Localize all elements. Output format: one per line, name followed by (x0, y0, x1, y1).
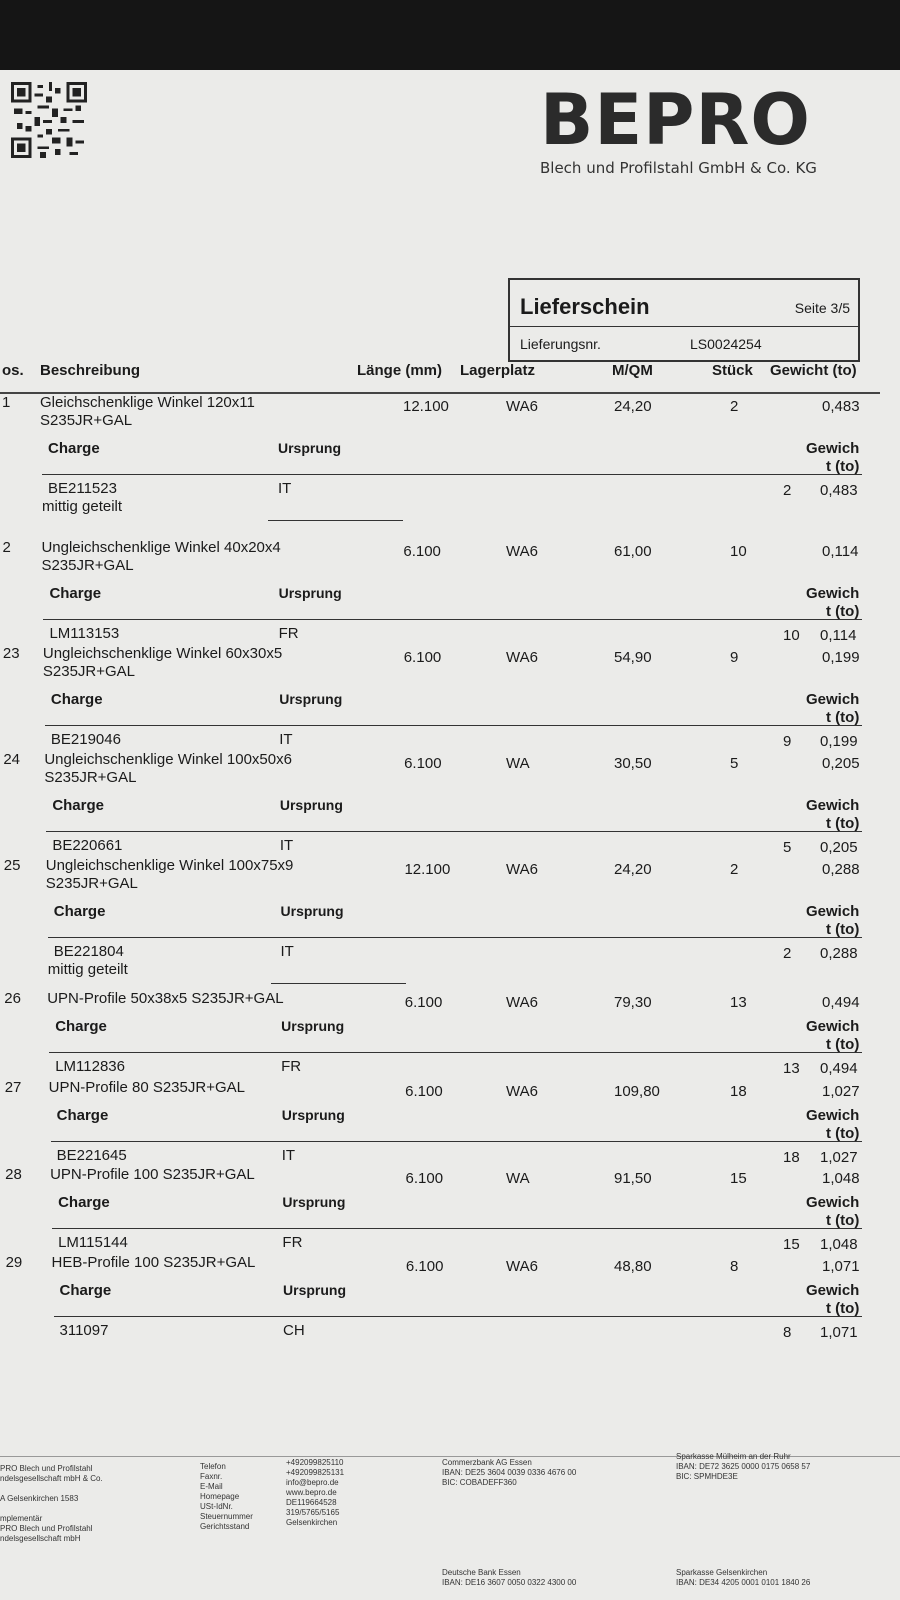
item-note: mittig geteilt (47, 961, 128, 978)
origin-label: Ursprung (281, 1018, 345, 1034)
item-rule (51, 1141, 862, 1142)
footer-contact-values: +492099825110 +492099825131 info@bepro.de www.bepro.de DE119664528 319/5765/5165 Gelsenkirchen (286, 1458, 345, 1527)
item-mqm: 24,20 (614, 861, 652, 878)
item-description: Gleichschenklige Winkel 120x11 (40, 394, 255, 411)
weight-label: Gewich (806, 1282, 860, 1299)
item-rule (52, 1228, 862, 1229)
origin-label: Ursprung (278, 585, 342, 601)
item-charge: BE221645 (56, 1147, 127, 1164)
item-rule (49, 1052, 862, 1053)
company-logo (540, 79, 860, 177)
item-pieces: 5 (730, 755, 739, 772)
item-description: Ungleichschenklige Winkel 60x30x5 (42, 645, 283, 662)
item-sub-weight: 0,288 (820, 945, 858, 962)
signature-line (268, 520, 403, 521)
item-description-grade: S235JR+GAL (45, 875, 138, 892)
item-length: 6.100 (404, 755, 442, 772)
charge-label: Charge (52, 797, 104, 814)
item-pos: 2 (2, 539, 11, 556)
item-description-grade: S235JR+GAL (41, 557, 134, 574)
item-length: 12.100 (403, 398, 449, 415)
item-weight: 1,071 (822, 1258, 860, 1275)
item-mqm: 54,90 (614, 649, 652, 666)
item-sub-pieces: 8 (783, 1324, 792, 1341)
weight-label: Gewich (806, 440, 860, 457)
box-divider (510, 326, 858, 327)
item-rule (42, 474, 862, 475)
col-header-storage: Lagerplatz (460, 362, 536, 379)
item-sub-pieces: 13 (783, 1060, 800, 1077)
weight-unit-label: t (to) (826, 1212, 860, 1229)
delivery-number-label: Lieferungsnr. (520, 336, 601, 352)
item-description: Ungleichschenklige Winkel 100x75x9 (45, 857, 294, 874)
charge-label: Charge (48, 440, 100, 457)
qr-code (10, 82, 88, 158)
item-charge: BE221804 (53, 943, 124, 960)
item-weight: 0,199 (822, 649, 860, 666)
weight-unit-label: t (to) (826, 603, 860, 620)
charge-label: Charge (58, 1194, 110, 1211)
item-weight: 0,205 (822, 755, 860, 772)
item-description-grade: S235JR+GAL (40, 412, 133, 429)
item-origin: FR (282, 1234, 303, 1251)
item-sub-weight: 0,483 (820, 482, 858, 499)
signature-line (271, 983, 406, 984)
item-origin: FR (278, 625, 299, 642)
item-mqm: 30,50 (614, 755, 652, 772)
item-charge: LM113153 (49, 625, 120, 642)
item-weight: 1,048 (822, 1170, 860, 1187)
item-charge: LM112836 (55, 1058, 125, 1075)
item-pieces: 8 (730, 1258, 739, 1275)
charge-label: Charge (56, 1107, 109, 1124)
item-charge: BE219046 (50, 731, 121, 748)
item-sub-pieces: 10 (783, 627, 800, 644)
origin-label: Ursprung (281, 1107, 345, 1123)
item-origin: FR (281, 1058, 302, 1075)
item-description: UPN-Profile 100 S235JR+GAL (50, 1166, 255, 1183)
item-pieces: 13 (730, 994, 747, 1011)
weight-label: Gewich (806, 903, 860, 920)
charge-label: Charge (53, 903, 106, 920)
footer-contact-labels: Telefon Faxnr. E-Mail Homepage USt-IdNr. Steuernummer Gerichtsstand (200, 1462, 253, 1531)
page-footer (0, 1452, 900, 1600)
item-rule (48, 937, 862, 938)
item-sub-weight: 0,114 (820, 627, 857, 644)
item-sub-weight: 1,048 (820, 1236, 858, 1253)
charge-label: Charge (50, 691, 103, 708)
item-mqm: 91,50 (614, 1170, 652, 1187)
col-header-mqm: M/QM (612, 362, 653, 379)
weight-unit-label: t (to) (826, 458, 860, 475)
company-subtitle: Blech und Profilstahl GmbH & Co. KG (540, 159, 817, 177)
item-charge: BE211523 (48, 480, 117, 497)
item-mqm: 24,20 (614, 398, 652, 415)
item-pos: 26 (4, 990, 21, 1007)
footer-bank-sparkasse-muelheim: Sparkasse Mülheim an der Ruhr IBAN: DE72 3625 0000 0175 0658 57 BIC: SPMHDE3E (676, 1452, 811, 1481)
item-pieces: 9 (730, 649, 739, 666)
document-title: Lieferschein (520, 294, 650, 319)
item-sub-weight: 1,027 (820, 1149, 858, 1166)
item-length: 6.100 (403, 649, 442, 666)
item-pos: 23 (2, 645, 20, 662)
item-pos: 24 (3, 751, 21, 768)
weight-label: Gewich (806, 1194, 860, 1211)
item-description-grade: S235JR+GAL (44, 769, 137, 786)
item-pieces: 2 (730, 861, 739, 878)
logo-wordmark: BEPRO (540, 79, 811, 161)
item-storage: WA (506, 755, 530, 772)
item-weight: 0,114 (822, 543, 859, 560)
item-sub-pieces: 5 (783, 839, 792, 856)
weight-label: Gewich (806, 797, 860, 814)
footer-bank-commerzbank: Commerzbank AG Essen IBAN: DE25 3604 0039 0336 4676 00 BIC: COBADEFF360 (442, 1458, 577, 1487)
footer-bank-deutsche: Deutsche Bank Essen IBAN: DE16 3607 0050 0322 4300 00 (442, 1568, 577, 1587)
item-mqm: 109,80 (614, 1083, 660, 1100)
page-number: Seite 3/5 (794, 300, 850, 316)
item-description: UPN-Profile 50x38x5 S235JR+GAL (47, 990, 284, 1007)
item-description: HEB-Profile 100 S235JR+GAL (51, 1254, 256, 1271)
item-sub-pieces: 2 (783, 482, 792, 499)
item-description: UPN-Profile 80 S235JR+GAL (48, 1079, 245, 1096)
item-sub-weight: 0,205 (820, 839, 858, 856)
item-rule (46, 831, 862, 832)
item-length: 12.100 (404, 861, 451, 878)
item-length: 6.100 (403, 543, 441, 560)
item-sub-pieces: 2 (783, 945, 792, 962)
col-header-length: Länge (mm) (357, 362, 443, 379)
col-header-weight: Gewicht (to) (770, 362, 857, 379)
item-weight: 0,288 (822, 861, 860, 878)
weight-unit-label: t (to) (826, 921, 860, 938)
item-mqm: 79,30 (614, 994, 652, 1011)
item-storage: WA (506, 1170, 530, 1187)
item-pieces: 15 (730, 1170, 747, 1187)
item-charge: BE220661 (52, 837, 123, 854)
weight-label: Gewich (806, 1018, 860, 1035)
origin-label: Ursprung (279, 691, 343, 707)
item-storage: WA6 (506, 398, 538, 415)
weight-label: Gewich (806, 585, 860, 602)
item-pos: 1 (2, 394, 11, 411)
item-origin: IT (279, 731, 293, 748)
item-origin: IT (278, 480, 292, 497)
item-length: 6.100 (405, 1083, 443, 1100)
item-sub-weight: 0,494 (820, 1060, 858, 1077)
item-rule (43, 619, 862, 620)
item-weight: 0,483 (822, 398, 860, 415)
item-storage: WA6 (506, 1258, 538, 1275)
item-pos: 25 (3, 857, 21, 874)
item-rule (45, 725, 862, 726)
item-charge: 311097 (59, 1322, 109, 1339)
document-header-box (508, 278, 860, 362)
item-description: Ungleichschenklige Winkel 40x20x4 (41, 539, 281, 556)
item-weight: 1,027 (822, 1083, 860, 1100)
charge-label: Charge (59, 1282, 112, 1299)
item-length: 6.100 (405, 1258, 444, 1275)
item-weight: 0,494 (822, 994, 860, 1011)
weight-label: Gewich (806, 1107, 860, 1124)
item-sub-pieces: 18 (783, 1149, 800, 1166)
item-pieces: 18 (730, 1083, 747, 1100)
weight-unit-label: t (to) (826, 1300, 860, 1317)
col-header-pieces: Stück (712, 362, 753, 379)
charge-label: Charge (55, 1018, 107, 1035)
item-origin: IT (279, 837, 294, 854)
item-mqm: 48,80 (614, 1258, 652, 1275)
delivery-number: LS0024254 (690, 336, 762, 352)
item-description: Ungleichschenklige Winkel 100x50x6 (44, 751, 292, 768)
footer-company: PRO Blech und Profilstahl ndelsgesellschaft mbH & Co. A Gelsenkirchen 1583 mplementär PRO Blech und Profilstahl ndelsgesellschaft mbH (0, 1464, 103, 1543)
footer-bank-sparkasse-gelsenkirchen: Sparkasse Gelsenkirchen IBAN: DE34 4205 0001 0101 1840 26 (676, 1568, 811, 1587)
weight-unit-label: t (to) (826, 1125, 860, 1142)
item-sub-pieces: 9 (783, 733, 792, 750)
item-origin: CH (283, 1322, 305, 1339)
origin-label: Ursprung (280, 903, 344, 919)
col-header-pos: os. (2, 362, 24, 379)
item-origin: IT (281, 1147, 296, 1164)
origin-label: Ursprung (282, 1194, 346, 1210)
item-pos: 27 (4, 1079, 22, 1096)
item-storage: WA6 (506, 1083, 538, 1100)
charge-label: Charge (49, 585, 102, 602)
item-pieces: 10 (730, 543, 747, 560)
weight-unit-label: t (to) (826, 709, 860, 726)
item-storage: WA6 (506, 649, 538, 666)
origin-label: Ursprung (279, 797, 343, 813)
item-description-grade: S235JR+GAL (42, 663, 136, 680)
item-pos: 28 (5, 1166, 22, 1183)
item-length: 6.100 (404, 994, 443, 1011)
item-pieces: 2 (730, 398, 739, 415)
item-sub-weight: 1,071 (820, 1324, 858, 1341)
origin-label: Ursprung (283, 1282, 347, 1298)
item-charge: LM115144 (58, 1234, 128, 1251)
origin-label: Ursprung (278, 440, 341, 456)
item-storage: WA6 (506, 994, 538, 1011)
item-length: 6.100 (405, 1170, 444, 1187)
col-header-description: Beschreibung (40, 362, 141, 379)
weight-unit-label: t (to) (826, 815, 860, 832)
item-sub-pieces: 15 (783, 1236, 800, 1253)
item-storage: WA6 (506, 543, 538, 560)
item-note: mittig geteilt (42, 498, 123, 515)
item-storage: WA6 (506, 861, 538, 878)
item-origin: IT (280, 943, 294, 960)
weight-unit-label: t (to) (826, 1036, 860, 1053)
item-pos: 29 (5, 1254, 23, 1271)
weight-label: Gewich (806, 691, 860, 708)
item-mqm: 61,00 (614, 543, 652, 560)
item-rule (54, 1316, 862, 1317)
item-sub-weight: 0,199 (820, 733, 858, 750)
